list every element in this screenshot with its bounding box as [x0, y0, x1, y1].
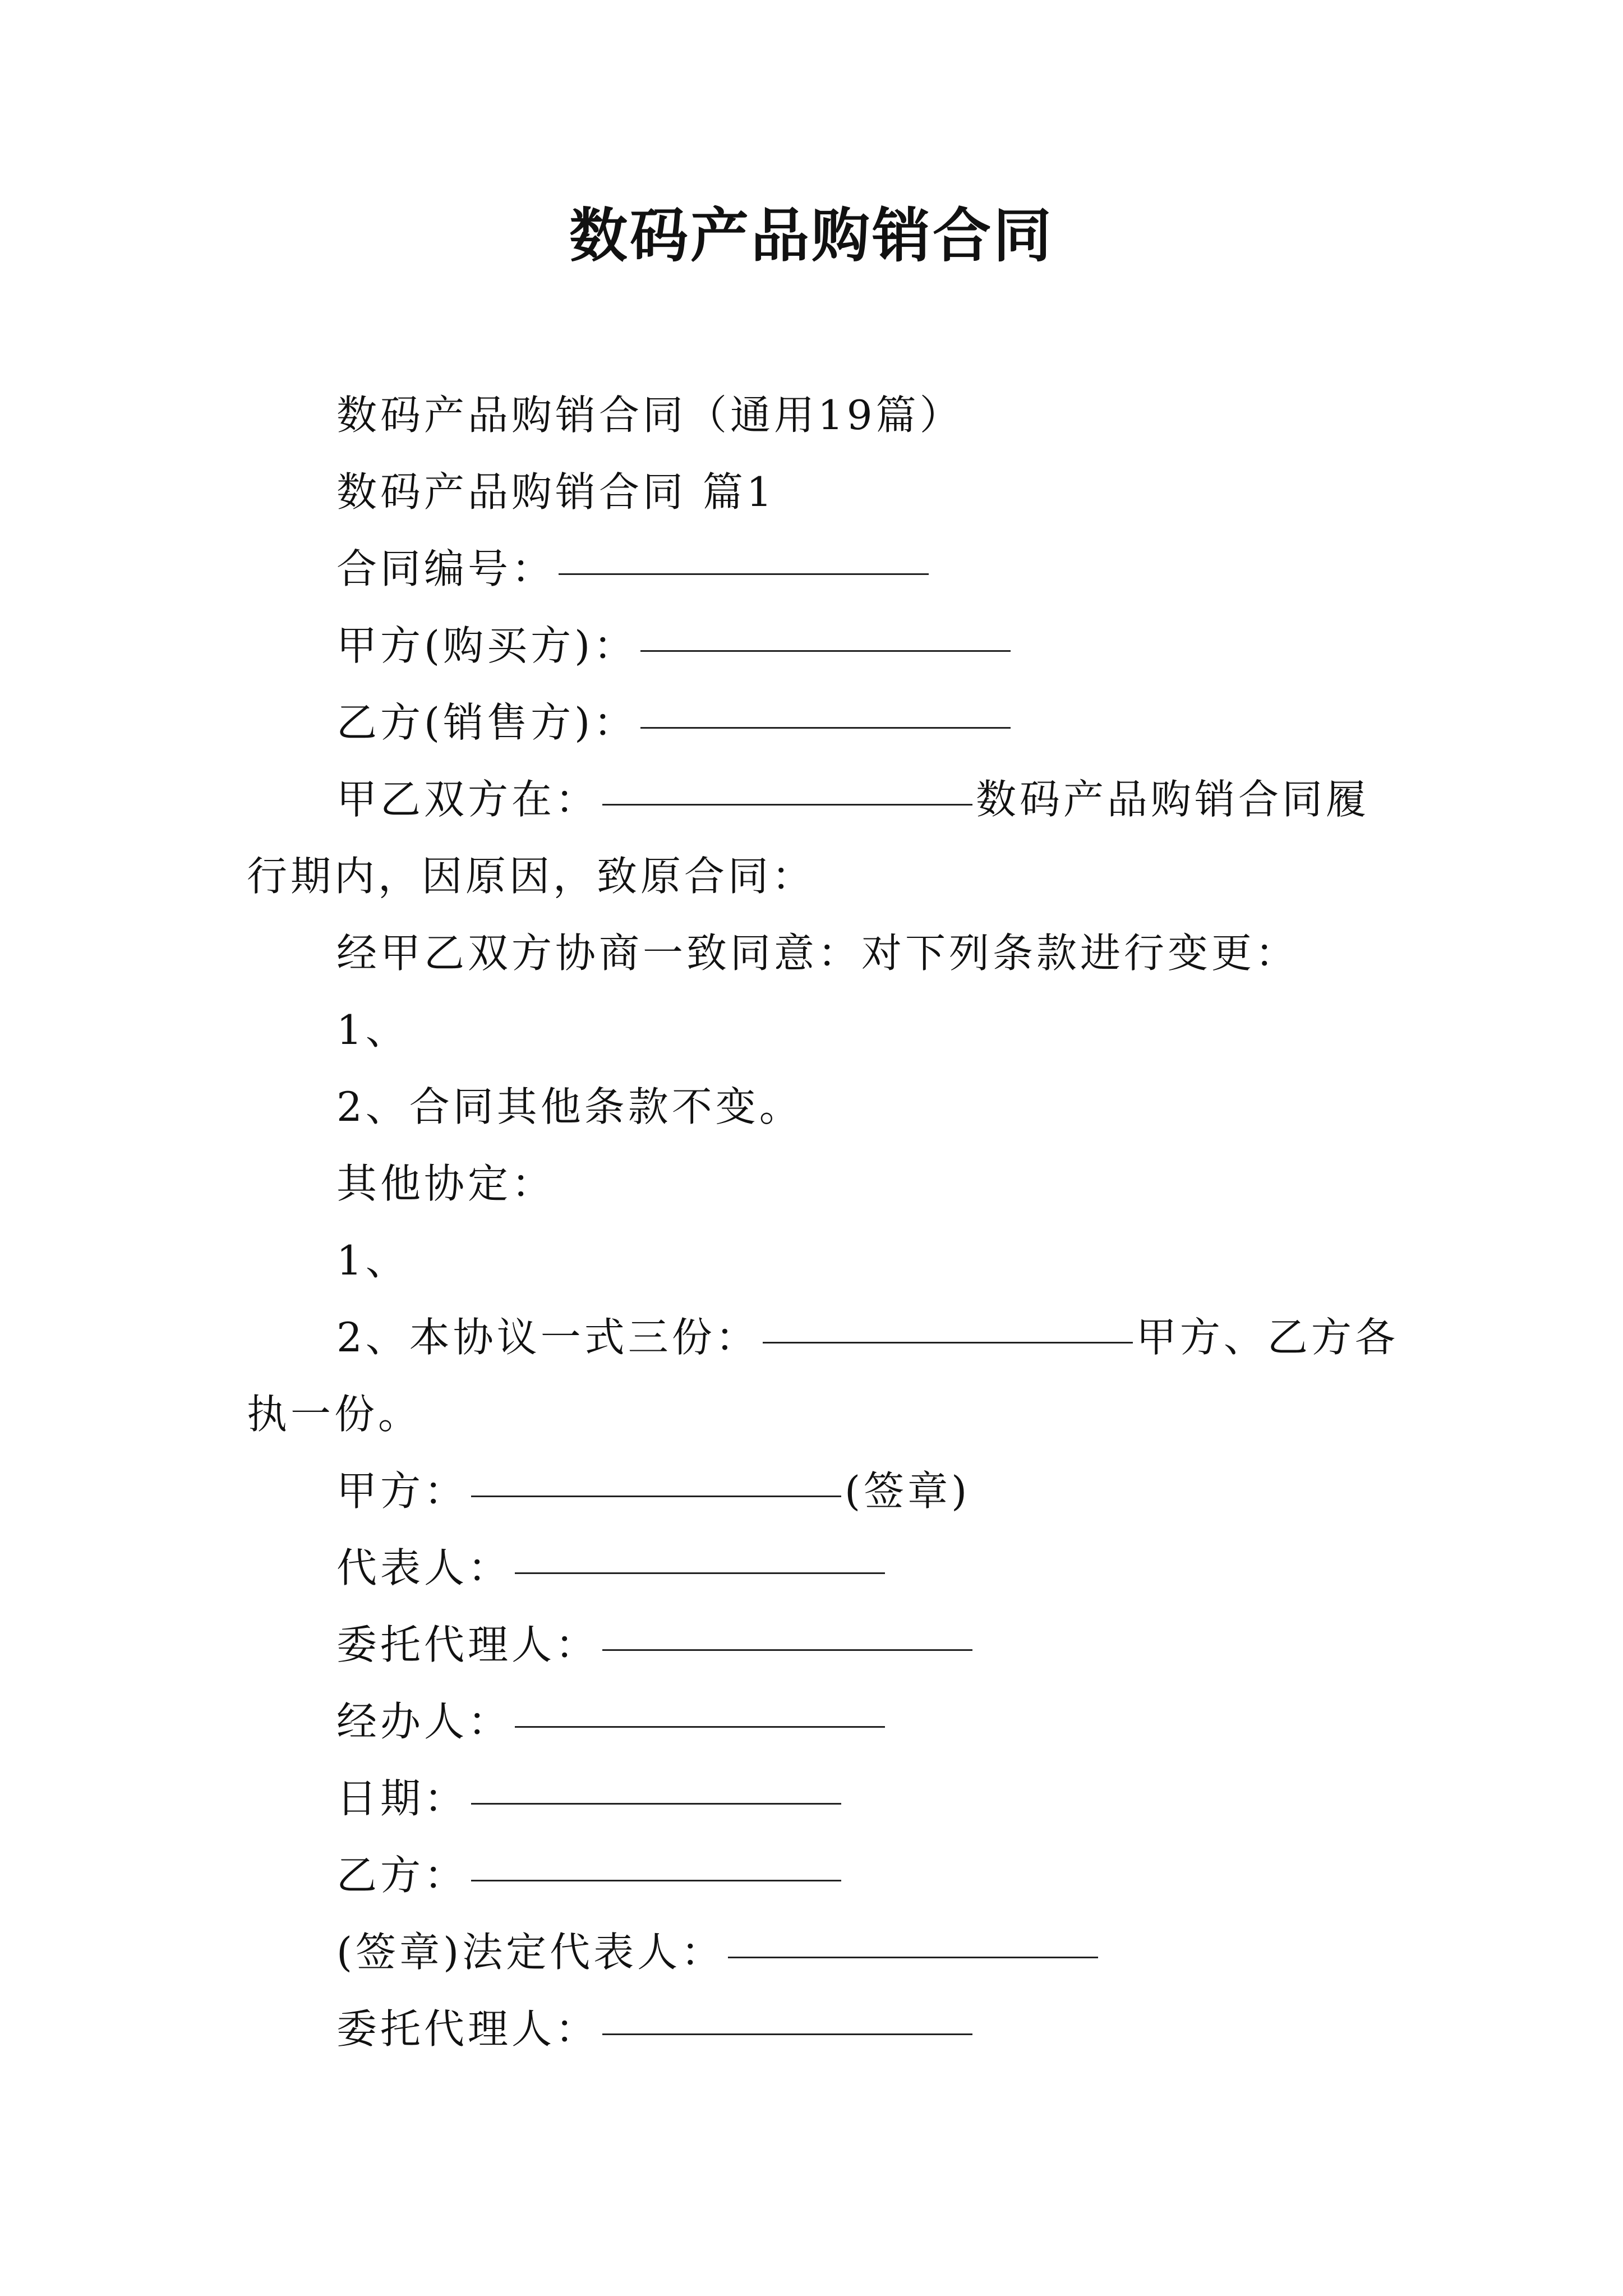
party-b-blank — [471, 1841, 841, 1881]
agreement-statement: 经甲乙双方协商一致同意：对下列条款进行变更： — [336, 930, 1299, 977]
other-agreements-label: 其他协定： — [336, 1160, 556, 1207]
copies-suffix: 甲方、乙方各 — [1136, 1314, 1399, 1361]
party-a-buyer-line — [336, 618, 1014, 674]
change-item-1: 1、 — [336, 1006, 409, 1053]
party-a-blank — [471, 1456, 841, 1497]
representative-label: 代表人： — [336, 1544, 512, 1591]
change-item-2: 2、合同其他条款不变。 — [336, 1083, 803, 1130]
party-b-seller-blank — [640, 688, 1011, 729]
section-heading: 数码产品购销合同 篇1 — [336, 468, 776, 516]
subtitle: 数码产品购销合同（通用19篇） — [336, 392, 963, 439]
entrusted-agent-blank — [602, 1610, 972, 1651]
copies-continued: 执一份。 — [247, 1391, 422, 1438]
contract-number-blank — [559, 534, 929, 575]
party-a-buyer-label: 甲方(购买方)： — [336, 622, 638, 669]
party-b-seller-line — [336, 694, 1014, 751]
contract-number-label: 合同编号： — [336, 545, 556, 592]
both-parties-continued: 行期内，因原因，致原合同： — [247, 853, 816, 900]
both-parties-suffix: 数码产品购销合同履 — [976, 776, 1370, 823]
date-line — [336, 1770, 845, 1826]
both-parties-blank — [602, 765, 972, 806]
handler-label: 经办人： — [336, 1698, 512, 1745]
seal-legal-rep-label: (签章)法定代表人： — [336, 1929, 725, 1976]
copies-line — [336, 1309, 1399, 1365]
party-b-label: 乙方： — [336, 1852, 468, 1899]
party-a-label: 甲方： — [336, 1467, 468, 1515]
party-a-buyer-blank — [640, 611, 1011, 652]
party-b-seller-label: 乙方(销售方)： — [336, 699, 638, 746]
entrusted-agent-label-2: 委托代理人： — [336, 2005, 600, 2053]
handler-blank — [515, 1687, 885, 1728]
representative-line — [336, 1540, 888, 1596]
date-blank — [471, 1764, 841, 1805]
date-label: 日期： — [336, 1775, 468, 1822]
handler-line — [336, 1694, 888, 1750]
both-parties-prefix: 甲乙双方在： — [336, 776, 600, 823]
both-parties-line — [336, 771, 1370, 827]
seal-legal-rep-line — [336, 1924, 1101, 1980]
entrusted-agent-line-2 — [336, 2001, 976, 2057]
copies-prefix: 2、本协议一式三份： — [336, 1314, 759, 1361]
contract-number-line — [336, 541, 932, 597]
other-item-1: 1、 — [336, 1237, 409, 1284]
copies-blank — [763, 1303, 1133, 1343]
entrusted-agent-blank-2 — [602, 1994, 972, 2035]
entrusted-agent-line — [336, 1617, 976, 1673]
party-b-sign-line — [336, 1847, 845, 1903]
entrusted-agent-label: 委托代理人： — [336, 1621, 600, 1668]
party-a-sign-line — [336, 1463, 970, 1519]
representative-blank — [515, 1533, 885, 1574]
document-title: 数码产品购销合同 — [569, 201, 1054, 270]
seal-label: (签章) — [845, 1467, 971, 1515]
seal-legal-rep-blank — [728, 1917, 1098, 1958]
